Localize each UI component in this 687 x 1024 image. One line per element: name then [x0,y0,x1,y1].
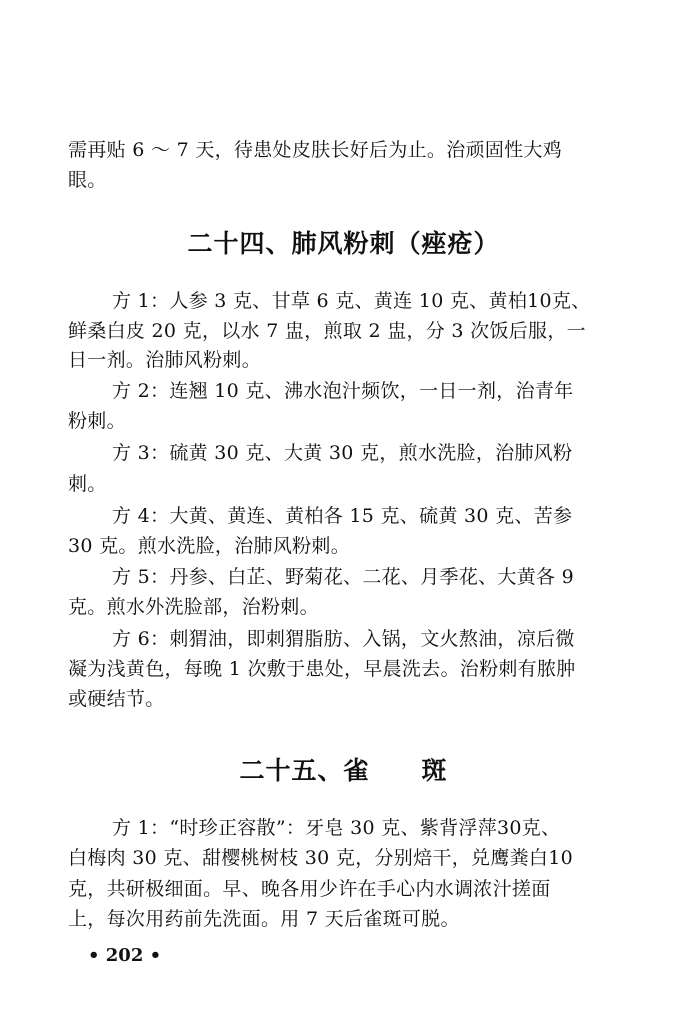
s24-line-6: 方 3：硫黄 30 克、大黄 30 克，煎水洗脸，治肺风粉 [112,442,573,464]
s24-line-7: 刺。 [68,473,107,495]
s24-line-2: 鲜桑白皮 20 克，以水 7 盅，煎取 2 盅，分 3 次饭后服，一 [68,320,586,342]
s24-line-9: 30 克。煎水洗脸，治肺风粉刺。 [68,535,351,557]
s25-line-4: 上，每次用药前先洗面。用 7 天后雀斑可脱。 [68,908,460,930]
s25-line-1: 方 1：“时珍正容散”：牙皂 30 克、紫背浮萍30克、 [112,817,561,839]
intro-line-2: 眼。 [68,169,107,191]
s24-line-11: 克。煎水外洗脸部，治粉刺。 [68,596,319,618]
s24-line-3: 日一剂。治肺风粉刺。 [68,349,262,371]
s25-line-2: 白梅肉 30 克、甜樱桃树枝 30 克，分别焙干，兑鹰粪白10 [68,847,573,869]
s24-line-14: 或硬结节。 [68,688,165,710]
s24-line-8: 方 4：大黄、黄连、黄柏各 15 克、硫黄 30 克、苦参 [112,505,573,527]
intro-line-1: 需再贴 6 ～ 7 天，待患处皮肤长好后为止。治顽固性大鸡 [68,139,563,161]
s24-line-4: 方 2：连翘 10 克、沸水泡汁频饮，一日一剂，治青年 [112,380,574,402]
section-25-heading: 二十五、雀 斑 [239,756,448,785]
s24-line-1: 方 1：人参 3 克、甘草 6 克、黄连 10 克、黄柏10克、 [112,290,591,312]
s24-line-13: 凝为浅黄色，每晚 1 次敷于患处，早晨洗去。治粉刺有脓肿 [68,658,576,680]
s24-line-12: 方 6：刺猬油，即刺猬脂肪、入锅，文火熬油，凉后微 [112,628,575,650]
s25-line-3: 克，共研极细面。早、晚各用少许在手心内水调浓汁搓面 [68,878,551,900]
s24-line-5: 粉刺。 [68,410,126,432]
s24-line-10: 方 5：丹参、白芷、野菊花、二花、月季花、大黄各 9 [112,566,575,588]
page-number: • 202 • [88,945,162,966]
section-24-heading: 二十四、肺风粉刺（痤疮） [187,229,500,258]
